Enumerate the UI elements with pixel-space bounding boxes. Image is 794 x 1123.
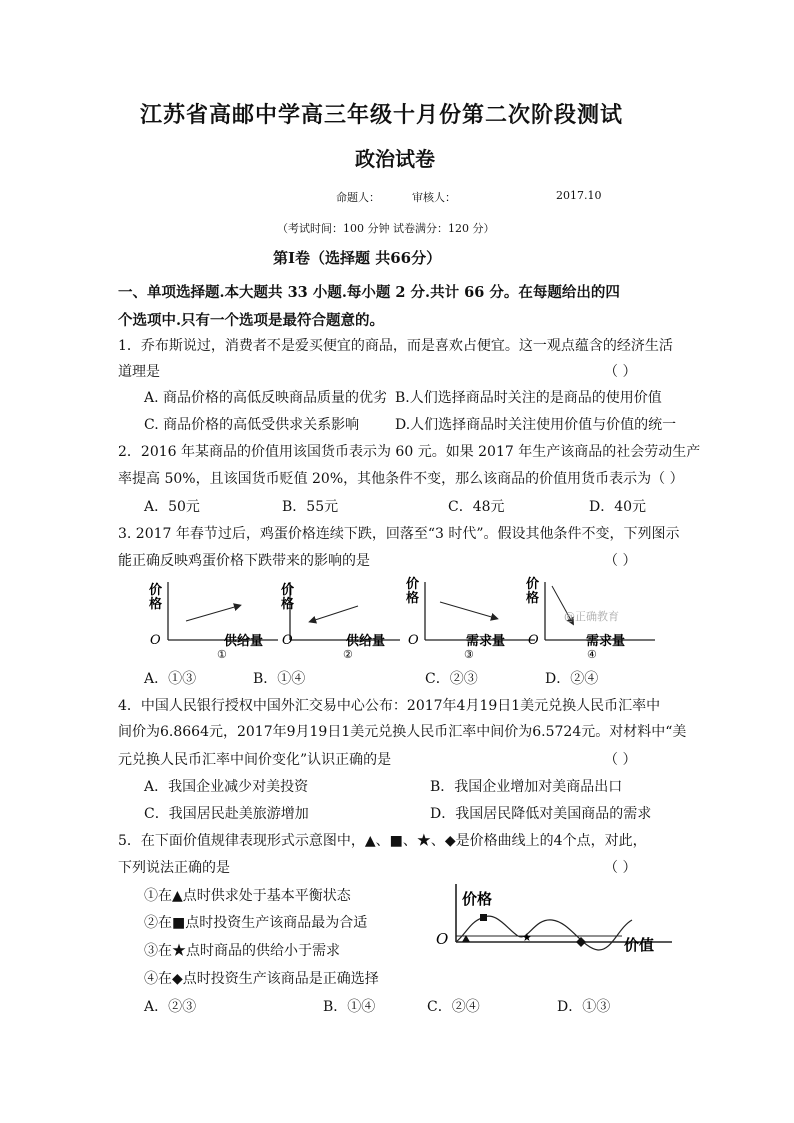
- q4-option-a: A．我国企业减少对美投资: [144, 779, 309, 795]
- q5-chart-ylabel: 价格: [462, 890, 493, 908]
- exam-info: （考试时间：100 分钟 试卷满分：120 分）: [277, 222, 495, 235]
- q3-graph-4: [526, 576, 655, 661]
- watermark: @正确教育: [564, 610, 619, 623]
- q1-option-d: D.人们选择商品时关注使用价值与价值的统一: [395, 417, 677, 433]
- q3-g4-num: ④: [587, 648, 597, 661]
- q3-option-d: D．②④: [545, 671, 599, 687]
- q1-line2: 道理是: [118, 364, 160, 380]
- q3-g3-num: ③: [464, 648, 474, 661]
- q3-g3-xlabel: 需求量: [466, 634, 506, 649]
- exam-subtitle: 政治试卷: [355, 147, 435, 171]
- q5-chart-origin: O: [436, 930, 449, 948]
- q4-line3: 元兑换人民币汇率中间价变化”认识正确的是: [118, 752, 392, 768]
- q3-g4-ylabel-1: 价: [526, 577, 540, 592]
- star-point-icon: ★: [522, 931, 532, 944]
- instructions-line1: 一、单项选择题.本大题共 33 小题.每小题 2 分.共计 66 分。在每题给出的四: [118, 284, 620, 301]
- q4-bracket: （ ）: [604, 752, 637, 768]
- q3-g3-ylabel-2: 格: [406, 591, 420, 606]
- q3-option-c: C．②③: [425, 671, 478, 687]
- q3-bracket: （ ）: [604, 553, 637, 569]
- q4-option-d: D．我国居民降低对美国商品的需求: [430, 806, 652, 822]
- q5-option-b: B．①④: [323, 999, 376, 1015]
- q3-g1-ylabel-2: 格: [149, 597, 163, 612]
- q3-option-a: A．①③: [144, 671, 197, 687]
- q3-g2-xlabel: 供给量: [346, 634, 386, 649]
- q2-line1: 2．2016 年某商品的价值用该国货币表示为 60 元。如果 2017 年生产该商品的社会劳动生产: [118, 444, 701, 460]
- q3-g1-xlabel: 供给量: [224, 634, 264, 649]
- q3-g4-origin: O: [528, 633, 539, 648]
- q3-g2-ylabel-1: 价: [281, 583, 295, 598]
- q2-line2: 率提高 50%，且该国货币贬值 20%，其他条件不变，那么该商品的价值用货币表示为（ ）: [118, 471, 684, 487]
- q3-graphs: [140, 576, 660, 662]
- q4-option-c: C．我国居民赴美旅游增加: [144, 806, 309, 822]
- q3-g4-ylabel-2: 格: [526, 591, 540, 606]
- q5-option-d: D．①③: [557, 999, 611, 1015]
- square-point-icon: [480, 914, 487, 921]
- q5-option-a: A．②③: [144, 999, 197, 1015]
- q3-g1-ylabel-1: 价: [149, 583, 163, 598]
- q5-line1: 5．在下面价值规律表现形式示意图中，▲、■、★、◆是价格曲线上的4个点，对此，: [118, 833, 647, 849]
- q3-g2-origin: O: [282, 633, 293, 648]
- q4-option-b: B．我国企业增加对美商品出口: [430, 779, 623, 795]
- reviewer-label: 审核人：: [412, 191, 456, 204]
- exam-title: 江苏省高邮中学高三年级十月份第二次阶段测试: [140, 102, 624, 128]
- q3-graph-2: [281, 582, 400, 661]
- q4-line1: 4．中国人民银行授权中国外汇交易中心公布：2017年4月19日1美元兑换人民币汇率中: [118, 698, 661, 714]
- q5-statement-4: ④在◆点时投资生产该商品是正确选择: [144, 971, 379, 987]
- q5-line2: 下列说法正确的是: [118, 860, 230, 876]
- q2-option-a: A．50元: [144, 499, 200, 515]
- q5-value-law-chart: [432, 878, 682, 974]
- q5-chart-xlabel: 价值: [624, 936, 655, 954]
- exam-date: 2017.10: [556, 189, 602, 202]
- q3-g4-xlabel: 需求量: [586, 634, 626, 649]
- q3-g1-num: ①: [217, 648, 227, 661]
- q3-line1: 3. 2017 年春节过后，鸡蛋价格连续下跌，回落至“3 时代”。假设其他条件不变，下列图示: [118, 526, 680, 542]
- setter-label: 命题人：: [336, 191, 380, 204]
- q3-g2-num: ②: [343, 648, 353, 661]
- part1-title: 第Ⅰ卷（选择题 共66分）: [273, 249, 442, 267]
- q4-line2: 间价为6.8664元，2017年9月19日1美元兑换人民币汇率中间价为6.5724元。对材料中“美: [118, 724, 687, 740]
- q3-g3-origin: O: [408, 633, 419, 648]
- q3-option-b: B．①④: [253, 671, 306, 687]
- q3-g2-ylabel-2: 格: [281, 597, 295, 612]
- q3-line2: 能正确反映鸡蛋价格下跌带来的影响的是: [118, 553, 370, 569]
- instructions-line2: 个选项中.只有一个选项是最符合题意的。: [118, 312, 385, 329]
- q3-graph-3: [406, 576, 535, 661]
- diamond-point-icon: [576, 937, 586, 947]
- q2-option-b: B．55元: [282, 499, 339, 515]
- q1-option-a: A. 商品价格的高低反映商品质量的优劣: [144, 390, 388, 406]
- q5-statement-3: ③在★点时商品的供给小于需求: [144, 943, 340, 959]
- q1-line1: 1．乔布斯说过，消费者不是爱买便宜的商品，而是喜欢占便宜。这一观点蕴含的经济生活: [118, 338, 673, 354]
- q2-option-d: D．40元: [589, 499, 647, 515]
- q1-bracket: （ ）: [604, 364, 637, 380]
- q3-graph-1: [149, 582, 278, 661]
- q5-option-c: C．②④: [427, 999, 480, 1015]
- q2-option-c: C．48元: [448, 499, 505, 515]
- q1-option-b: B.人们选择商品时关注的是商品的使用价值: [395, 390, 662, 406]
- q3-g1-origin: O: [150, 633, 161, 648]
- q5-statement-2: ②在■点时投资生产该商品最为合适: [144, 915, 368, 931]
- q5-bracket: （ ）: [604, 860, 637, 876]
- q5-statement-1: ①在▲点时供求处于基本平衡状态: [144, 888, 351, 904]
- q1-option-c: C. 商品价格的高低受供求关系影响: [144, 417, 360, 433]
- q3-g3-ylabel-1: 价: [406, 577, 420, 592]
